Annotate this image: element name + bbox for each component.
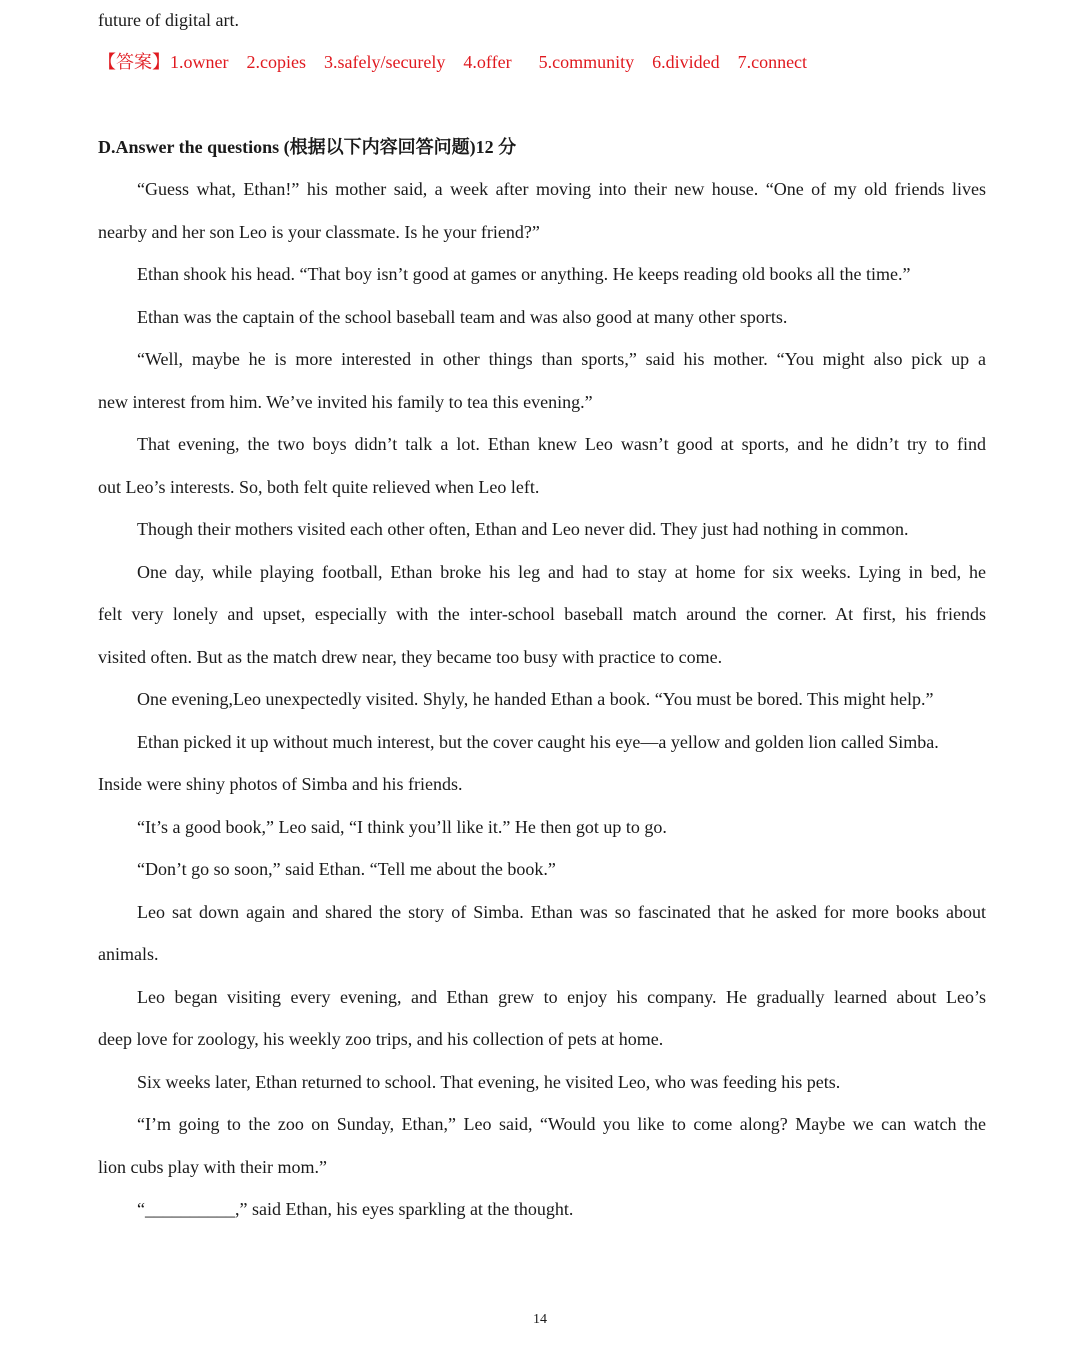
paragraph-line: felt very lonely and upset, especially with the inter-school baseball match around the corner. At first, his friends [98, 604, 986, 624]
answer-label: 【答案】 [98, 52, 170, 72]
answer-item: 7.connect [737, 52, 808, 72]
answer-item: 6.divided [652, 52, 720, 72]
answer-item: 2.copies [246, 52, 306, 72]
paragraph-line: That evening, the two boys didn’t talk a lot. Ethan knew Leo wasn’t good at sports, and he didn’t try to find [137, 434, 986, 454]
paragraph-line: Six weeks later, Ethan returned to school. That evening, he visited Leo, who was feeding his pets. [137, 1072, 841, 1092]
answer-item: 3.safely/securely [323, 52, 446, 72]
paragraph-line: “__________,” said Ethan, his eyes sparkling at the thought. [137, 1199, 574, 1219]
page-number: 14 [533, 1312, 547, 1327]
paragraph-line: “Don’t go so soon,” said Ethan. “Tell me about the book.” [137, 859, 556, 879]
section-heading: D.Answer the questions (根据以下内容回答问题)12 分 [98, 137, 517, 157]
paragraph-line: nearby and her son Leo is your classmate. Is he your friend?” [98, 222, 540, 242]
paragraph-line: “Well, maybe he is more interested in other things than sports,” said his mother. “You might also pick up a [137, 349, 986, 369]
top-line: future of digital art. [98, 10, 239, 30]
paragraph-line: Ethan shook his head. “That boy isn’t good at games or anything. He keeps reading old books all the time.” [137, 264, 911, 284]
paragraph-line: One day, while playing football, Ethan broke his leg and had to stay at home for six weeks. Lying in bed, he [137, 562, 986, 582]
paragraph-line: Leo began visiting every evening, and Ethan grew to enjoy his company. He gradually learned about Leo’s [137, 987, 986, 1007]
paragraph-line: animals. [98, 944, 159, 964]
paragraph-line: deep love for zoology, his weekly zoo trips, and his collection of pets at home. [98, 1029, 664, 1049]
answer-item: 5.community [538, 52, 635, 72]
paragraph-line: Inside were shiny photos of Simba and his friends. [98, 774, 463, 794]
paragraph-line: One evening,Leo unexpectedly visited. Shyly, he handed Ethan a book. “You must be bored. This might help.” [137, 689, 934, 709]
answer-key [98, 50, 986, 74]
paragraph-line: Ethan was the captain of the school baseball team and was also good at many other sports. [137, 307, 788, 327]
paragraph-line: “Guess what, Ethan!” his mother said, a week after moving into their new house. “One of my old friends lives [137, 179, 986, 199]
paragraph-line: “I’m going to the zoo on Sunday, Ethan,” Leo said, “Would you like to come along? Maybe we can watch the [137, 1114, 986, 1134]
paragraph-line: Ethan picked it up without much interest, but the cover caught his eye—a yellow and golden lion called Simba. [137, 732, 939, 752]
paragraph-line: Leo sat down again and shared the story of Simba. Ethan was so fascinated that he asked for more books about [137, 902, 986, 922]
answer-item: 1.owner [170, 52, 229, 72]
paragraph-line: Though their mothers visited each other often, Ethan and Leo never did. They just had nothing in common. [137, 519, 909, 539]
answer-item: 4.offer [463, 52, 512, 72]
paragraph-line: lion cubs play with their mom.” [98, 1157, 327, 1177]
paragraph-line: “It’s a good book,” Leo said, “I think you’ll like it.” He then got up to go. [137, 817, 667, 837]
paragraph-line: visited often. But as the match drew near, they became too busy with practice to come. [98, 647, 723, 667]
paragraph-line: out Leo’s interests. So, both felt quite relieved when Leo left. [98, 477, 540, 497]
paragraph-line: new interest from him. We’ve invited his family to tea this evening.” [98, 392, 593, 412]
